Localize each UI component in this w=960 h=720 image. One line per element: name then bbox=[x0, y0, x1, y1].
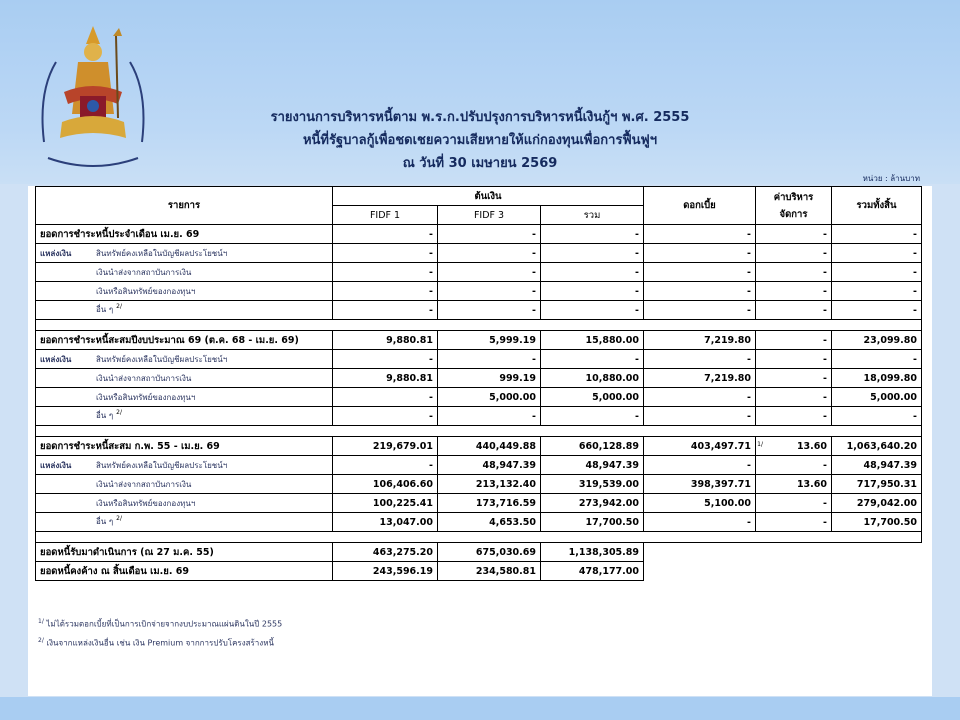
cell-value: 5,100.00 bbox=[704, 497, 751, 509]
table-cell bbox=[756, 350, 832, 369]
spacer-row bbox=[36, 426, 922, 437]
table-cell bbox=[756, 513, 832, 532]
footnote-2: $^{2/}$ เงินจากแหล่งเงินอื่น เช่น เงิน Premium จากการปรับโครงสร้างหนี้ bbox=[38, 636, 274, 648]
cell-value: 463,275.20 bbox=[372, 546, 433, 558]
table-cell bbox=[541, 513, 644, 532]
source-label-cell bbox=[36, 263, 333, 282]
report-titles bbox=[210, 106, 750, 175]
cell-value: 234,580.81 bbox=[475, 565, 536, 577]
col-fidf1: FIDF 1 bbox=[333, 206, 438, 225]
cell-value: - bbox=[429, 391, 433, 403]
table-cell bbox=[756, 494, 832, 513]
source-label-cell bbox=[36, 513, 333, 532]
table-cell bbox=[644, 388, 756, 407]
cell-value: - bbox=[823, 516, 827, 528]
report-title: รายงานการบริหารหนี้ตาม พ.ร.ก.ปรับปรุงการบริหารหนี้เงินกู้ฯ พ.ศ. 2555 bbox=[270, 110, 690, 125]
cell-value: - bbox=[823, 459, 827, 471]
spacer-cell bbox=[36, 426, 922, 437]
source-item-label: สินทรัพย์คงเหลือในบัญชีผลประโยชน์ฯ bbox=[96, 460, 228, 470]
source-item-label: อื่น ๆ bbox=[96, 411, 114, 421]
source-row bbox=[36, 369, 922, 388]
cell-value: - bbox=[823, 304, 827, 316]
cell-value: 9,880.81 bbox=[386, 372, 433, 384]
cell-value: - bbox=[532, 410, 536, 422]
source-item-label: สินทรัพย์คงเหลือในบัญชีผลประโยชน์ฯ bbox=[96, 354, 228, 364]
cell-value: 213,132.40 bbox=[475, 478, 536, 490]
cell-value: - bbox=[635, 266, 639, 278]
cell-value: 5,999.19 bbox=[489, 334, 536, 346]
source-heading: แหล่งเงิน bbox=[40, 354, 72, 364]
source-label-cell bbox=[36, 282, 333, 301]
table-cell bbox=[832, 350, 922, 369]
table-cell bbox=[333, 282, 438, 301]
cell-value: 660,128.89 bbox=[578, 440, 639, 452]
table-cell bbox=[756, 475, 832, 494]
report-subtitle: หนี้ที่รัฐบาลกู้เพื่อชดเชยความเสียหายให้แก่กองทุนเพื่อการฟื้นฟูฯ bbox=[302, 133, 658, 148]
source-item-label: เงินนำส่งจากสถาบันการเงิน bbox=[96, 373, 192, 383]
source-item-label: อื่น ๆ bbox=[96, 517, 114, 527]
table-cell bbox=[832, 244, 922, 263]
table-cell bbox=[438, 494, 541, 513]
cell-value: - bbox=[532, 228, 536, 240]
table-cell bbox=[333, 475, 438, 494]
table-cell bbox=[832, 301, 922, 320]
cell-value: 100,225.41 bbox=[372, 497, 433, 509]
source-item-label: อื่น ๆ bbox=[96, 305, 114, 315]
cell-value: 7,219.80 bbox=[704, 334, 751, 346]
col-admin-line1: ค่าบริหาร bbox=[773, 191, 814, 203]
table-cell bbox=[756, 301, 832, 320]
source-row bbox=[36, 282, 922, 301]
source-label-cell bbox=[36, 407, 333, 426]
table-cell bbox=[644, 475, 756, 494]
source-label-cell bbox=[36, 388, 333, 407]
table-cell bbox=[438, 456, 541, 475]
table-header-row bbox=[36, 187, 922, 206]
table-cell bbox=[333, 263, 438, 282]
table-cell bbox=[333, 301, 438, 320]
cell-value: - bbox=[747, 247, 751, 259]
table-cell bbox=[438, 475, 541, 494]
table-cell bbox=[333, 407, 438, 426]
cell-value: 48,947.39 bbox=[863, 459, 917, 471]
cell-value: 5,000.00 bbox=[870, 391, 917, 403]
table-cell bbox=[644, 456, 756, 475]
table-cell bbox=[333, 543, 438, 562]
table-cell bbox=[832, 331, 922, 350]
cell-value: 23,099.80 bbox=[863, 334, 917, 346]
cell-value: - bbox=[913, 304, 917, 316]
table-cell bbox=[541, 543, 644, 562]
cell-value: - bbox=[913, 266, 917, 278]
table-cell bbox=[756, 388, 832, 407]
cell-value: - bbox=[635, 247, 639, 259]
cell-value: 106,406.60 bbox=[372, 478, 433, 490]
table-cell bbox=[438, 562, 541, 581]
unit-label: หน่วย : ล้านบาท bbox=[862, 174, 920, 183]
cell-value: 478,177.00 bbox=[578, 565, 639, 577]
table-cell bbox=[541, 407, 644, 426]
source-row bbox=[36, 244, 922, 263]
table-cell bbox=[438, 388, 541, 407]
spacer-row bbox=[36, 532, 922, 543]
table-cell bbox=[333, 456, 438, 475]
cell-value: - bbox=[747, 266, 751, 278]
table-cell bbox=[832, 263, 922, 282]
cell-value: - bbox=[429, 228, 433, 240]
cell-value: - bbox=[429, 266, 433, 278]
outstanding-label: ยอดหนี้คงค้าง ณ สิ้นเดือน เม.ย. 69 bbox=[36, 562, 333, 581]
cell-value: 319,539.00 bbox=[578, 478, 639, 490]
table-cell bbox=[756, 407, 832, 426]
table-cell bbox=[644, 407, 756, 426]
col-item: รายการ bbox=[36, 187, 333, 225]
source-heading: แหล่งเงิน bbox=[40, 248, 72, 258]
received-row bbox=[36, 543, 922, 562]
cell-value: 17,700.50 bbox=[863, 516, 917, 528]
col-interest: ดอกเบี้ย bbox=[644, 187, 756, 225]
table-cell bbox=[756, 263, 832, 282]
spacer-cell bbox=[36, 532, 922, 543]
table-cell bbox=[832, 369, 922, 388]
cell-value: - bbox=[532, 304, 536, 316]
footnote-mark: 2/ bbox=[116, 303, 122, 311]
source-label-cell bbox=[36, 475, 333, 494]
table-cell bbox=[644, 225, 756, 244]
cell-value: - bbox=[747, 304, 751, 316]
table-cell bbox=[333, 225, 438, 244]
section-total-row bbox=[36, 437, 922, 456]
cell-value: 15,880.00 bbox=[585, 334, 639, 346]
col-admin-line2: จัดการ bbox=[779, 208, 808, 220]
source-row bbox=[36, 301, 922, 320]
table-cell bbox=[541, 437, 644, 456]
table-cell bbox=[438, 331, 541, 350]
cell-value: - bbox=[913, 228, 917, 240]
table-cell bbox=[438, 437, 541, 456]
cell-value: - bbox=[635, 285, 639, 297]
cell-value: - bbox=[635, 353, 639, 365]
table-cell bbox=[333, 388, 438, 407]
cell-value: - bbox=[747, 228, 751, 240]
table-cell bbox=[832, 437, 922, 456]
source-label-cell bbox=[36, 494, 333, 513]
cell-value: - bbox=[635, 228, 639, 240]
table-cell bbox=[333, 350, 438, 369]
table-cell bbox=[438, 301, 541, 320]
cell-value: - bbox=[429, 304, 433, 316]
table-cell bbox=[756, 331, 832, 350]
cell-value: 279,042.00 bbox=[856, 497, 917, 509]
table-cell bbox=[832, 494, 922, 513]
cell-value: - bbox=[823, 372, 827, 384]
table-cell bbox=[541, 456, 644, 475]
table-cell bbox=[644, 301, 756, 320]
cell-value: - bbox=[913, 247, 917, 259]
cell-value: - bbox=[913, 410, 917, 422]
source-item-label: สินทรัพย์คงเหลือในบัญชีผลประโยชน์ฯ bbox=[96, 248, 228, 258]
cell-value: 398,397.71 bbox=[690, 478, 751, 490]
source-row bbox=[36, 456, 922, 475]
table-cell bbox=[541, 562, 644, 581]
source-row bbox=[36, 513, 922, 532]
table-cell bbox=[832, 225, 922, 244]
table-cell bbox=[644, 244, 756, 263]
table-cell bbox=[832, 282, 922, 301]
cell-value: 1,063,640.20 bbox=[846, 440, 917, 452]
cell-value: - bbox=[532, 285, 536, 297]
table-cell bbox=[333, 369, 438, 388]
col-total: รวมทั้งสิ้น bbox=[832, 187, 922, 225]
table-cell bbox=[644, 513, 756, 532]
cell-value: - bbox=[532, 247, 536, 259]
cell-value: 675,030.69 bbox=[475, 546, 536, 558]
source-row bbox=[36, 407, 922, 426]
source-row bbox=[36, 263, 922, 282]
cell-value: - bbox=[429, 285, 433, 297]
table-cell bbox=[438, 244, 541, 263]
cell-value: - bbox=[823, 353, 827, 365]
cell-value: - bbox=[823, 266, 827, 278]
source-label-cell bbox=[36, 350, 333, 369]
bottom-band bbox=[0, 697, 960, 720]
cell-value: 243,596.19 bbox=[372, 565, 433, 577]
source-item-label: เงินนำส่งจากสถาบันการเงิน bbox=[96, 267, 192, 277]
table-cell bbox=[541, 494, 644, 513]
section-title: ยอดการชำระหนี้สะสม ก.พ. 55 - เม.ย. 69 bbox=[36, 437, 333, 456]
source-row bbox=[36, 494, 922, 513]
table-cell bbox=[832, 456, 922, 475]
table-cell bbox=[756, 456, 832, 475]
section-total-row bbox=[36, 225, 922, 244]
table-cell bbox=[541, 263, 644, 282]
debt-table bbox=[35, 186, 922, 581]
table-cell bbox=[438, 369, 541, 388]
cell-value: - bbox=[913, 353, 917, 365]
cell-value: 173,716.59 bbox=[475, 497, 536, 509]
cell-value: - bbox=[913, 285, 917, 297]
cell-value: - bbox=[823, 247, 827, 259]
cell-value: - bbox=[532, 353, 536, 365]
cell-value: 13,047.00 bbox=[379, 516, 433, 528]
table-cell bbox=[644, 263, 756, 282]
table-cell bbox=[756, 244, 832, 263]
table-cell bbox=[644, 331, 756, 350]
table-cell bbox=[756, 369, 832, 388]
cell-value: - bbox=[747, 459, 751, 471]
cell-value: - bbox=[429, 353, 433, 365]
spacer-row bbox=[36, 320, 922, 331]
table-cell bbox=[832, 407, 922, 426]
source-row bbox=[36, 350, 922, 369]
source-label-cell bbox=[36, 301, 333, 320]
col-admin bbox=[756, 187, 832, 225]
cell-value: - bbox=[823, 285, 827, 297]
cell-value: 48,947.39 bbox=[585, 459, 639, 471]
cell-value: - bbox=[823, 228, 827, 240]
section-title: ยอดการชำระหนี้ประจำเดือน เม.ย. 69 bbox=[36, 225, 333, 244]
table-cell bbox=[438, 282, 541, 301]
cell-value: 9,880.81 bbox=[386, 334, 433, 346]
footnotes bbox=[38, 614, 282, 651]
cell-value: 13.60 bbox=[796, 440, 827, 452]
cell-value: 48,947.39 bbox=[482, 459, 536, 471]
table-cell bbox=[541, 282, 644, 301]
source-item-label: เงินนำส่งจากสถาบันการเงิน bbox=[96, 479, 192, 489]
cell-value: - bbox=[747, 516, 751, 528]
table-cell bbox=[644, 437, 763, 456]
section-title: ยอดการชำระหนี้สะสมปีงบประมาณ 69 (ต.ค. 68 - เม.ย. 69) bbox=[36, 331, 333, 350]
section-total-row bbox=[36, 331, 922, 350]
footnote-1: $^{1/}$ ไม่ได้รวมดอกเบี้ยที่เป็นการเบิกจ่ายจากงบประมาณแผ่นดินในปี 2555 bbox=[38, 618, 283, 629]
cell-value: - bbox=[823, 334, 827, 346]
table-cell bbox=[333, 244, 438, 263]
table-cell bbox=[541, 244, 644, 263]
report-date: ณ วันที่ 30 เมษายน 2569 bbox=[402, 156, 558, 171]
table-cell bbox=[832, 513, 922, 532]
cell-value: 717,950.31 bbox=[856, 478, 917, 490]
empty-cell bbox=[644, 562, 922, 581]
source-label-cell bbox=[36, 244, 333, 263]
empty-cell bbox=[644, 543, 922, 562]
cell-value: 17,700.50 bbox=[585, 516, 639, 528]
cell-value: 403,497.71 bbox=[690, 440, 751, 452]
table-cell bbox=[541, 225, 644, 244]
footnote-mark: 2/ bbox=[116, 409, 122, 417]
cell-value: 13.60 bbox=[796, 478, 827, 490]
source-item-label: เงินหรือสินทรัพย์ของกองทุนฯ bbox=[96, 498, 196, 508]
cell-value: - bbox=[635, 410, 639, 422]
table-cell bbox=[756, 282, 832, 301]
source-row bbox=[36, 388, 922, 407]
table-cell bbox=[333, 494, 438, 513]
received-label: ยอดหนี้รับมาดำเนินการ (ณ 27 ม.ค. 55) bbox=[36, 543, 333, 562]
cell-value: - bbox=[747, 410, 751, 422]
outstanding-row bbox=[36, 562, 922, 581]
table-cell bbox=[438, 407, 541, 426]
cell-value: - bbox=[823, 391, 827, 403]
source-row bbox=[36, 475, 922, 494]
cell-value: - bbox=[747, 285, 751, 297]
table-cell bbox=[756, 437, 832, 456]
cell-value: 5,000.00 bbox=[592, 391, 639, 403]
cell-value: 7,219.80 bbox=[704, 372, 751, 384]
table-cell bbox=[541, 388, 644, 407]
cell-value: 4,653.50 bbox=[489, 516, 536, 528]
source-heading: แหล่งเงิน bbox=[40, 460, 72, 470]
table-cell bbox=[541, 475, 644, 494]
cell-value: - bbox=[747, 391, 751, 403]
source-label-cell bbox=[36, 369, 333, 388]
table-cell bbox=[756, 225, 832, 244]
table-cell bbox=[333, 437, 438, 456]
table-cell bbox=[438, 263, 541, 282]
col-fidf3: FIDF 3 bbox=[438, 206, 541, 225]
table-cell bbox=[832, 475, 922, 494]
source-label-cell bbox=[36, 456, 333, 475]
cell-value: 10,880.00 bbox=[585, 372, 639, 384]
cell-value: - bbox=[429, 459, 433, 471]
cell-value: 18,099.80 bbox=[863, 372, 917, 384]
table-cell bbox=[438, 513, 541, 532]
col-sum: รวม bbox=[541, 206, 644, 225]
table-cell bbox=[438, 225, 541, 244]
table-cell bbox=[438, 543, 541, 562]
table-cell bbox=[541, 331, 644, 350]
table-cell bbox=[644, 350, 756, 369]
table-cell bbox=[438, 350, 541, 369]
cell-value: 5,000.00 bbox=[489, 391, 536, 403]
cell-value: - bbox=[747, 353, 751, 365]
table-cell bbox=[644, 282, 756, 301]
footnote-mark: 2/ bbox=[116, 515, 122, 523]
table-cell bbox=[541, 301, 644, 320]
cell-value: - bbox=[429, 247, 433, 259]
cell-value: 273,942.00 bbox=[578, 497, 639, 509]
cell-value: 440,449.88 bbox=[475, 440, 536, 452]
source-item-label: เงินหรือสินทรัพย์ของกองทุนฯ bbox=[96, 392, 196, 402]
table-cell bbox=[832, 388, 922, 407]
table-cell bbox=[644, 369, 756, 388]
cell-value: - bbox=[429, 410, 433, 422]
cell-value: 999.19 bbox=[499, 372, 536, 384]
table-cell bbox=[541, 369, 644, 388]
fidf-logo-icon bbox=[34, 22, 152, 168]
cell-value: 1,138,305.89 bbox=[568, 546, 639, 558]
spacer-cell bbox=[36, 320, 922, 331]
footnote-mark: 1/ bbox=[757, 440, 763, 448]
table-cell bbox=[644, 494, 756, 513]
col-principal: ต้นเงิน bbox=[333, 187, 644, 206]
source-item-label: เงินหรือสินทรัพย์ของกองทุนฯ bbox=[96, 286, 196, 296]
cell-value: - bbox=[823, 410, 827, 422]
cell-value: 219,679.01 bbox=[372, 440, 433, 452]
table-cell bbox=[541, 350, 644, 369]
table-cell bbox=[333, 331, 438, 350]
cell-value: - bbox=[532, 266, 536, 278]
cell-value: - bbox=[823, 497, 827, 509]
table-cell bbox=[333, 562, 438, 581]
cell-value: - bbox=[635, 304, 639, 316]
table-cell bbox=[333, 513, 438, 532]
